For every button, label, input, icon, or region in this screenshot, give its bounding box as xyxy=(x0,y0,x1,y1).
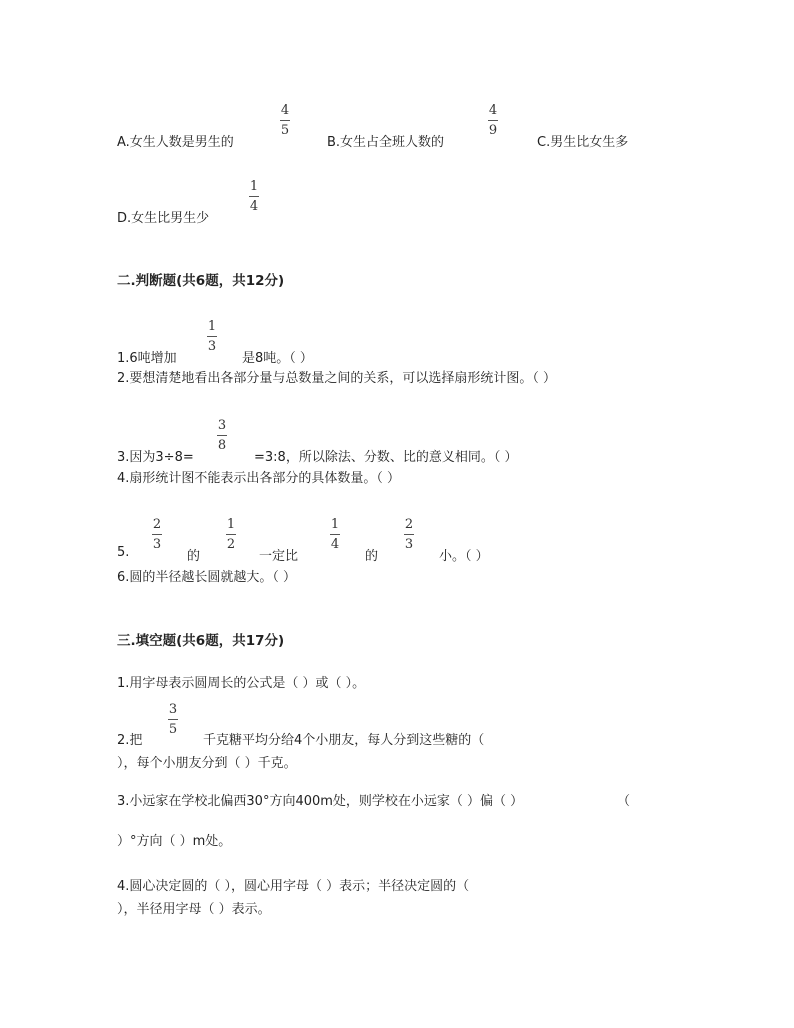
s2-q5-text-4: 小。（ ） xyxy=(439,549,489,564)
section3-heading: 三.填空题(共6题，共17分) xyxy=(117,633,285,649)
option-c-text: C.男生比女生多 xyxy=(537,135,629,150)
s2-q3-fraction xyxy=(217,419,227,452)
s2-q5-text-2: 一定比 xyxy=(259,549,299,564)
option-a-text: A.女生人数是男生的 xyxy=(117,135,234,150)
fraction-denominator: 9 xyxy=(488,123,498,138)
option-b-fraction xyxy=(488,104,498,137)
s2-q3-post: =3:8，所以除法、分数、比的意义相同。（ ） xyxy=(254,450,518,465)
s2-q1-pre: 1.6吨增加 xyxy=(117,351,177,366)
fraction-denominator: 3 xyxy=(404,537,414,552)
option-a-fraction xyxy=(280,104,290,137)
s3-q3-line2: ）°方向（ ）m处。 xyxy=(117,834,232,849)
s3-q4-line1: 4.圆心决定圆的（ ），圆心用字母（ ）表示；半径决定圆的（ xyxy=(117,879,470,894)
option-b-text: B.女生占全班人数的 xyxy=(327,135,445,150)
option-d-fraction xyxy=(249,180,259,213)
fraction-numerator: 2 xyxy=(404,517,414,532)
fraction-denominator: 3 xyxy=(152,537,162,552)
s2-q6: 6.圆的半径越长圆就越大。（ ） xyxy=(117,570,297,585)
s2-q5-fraction-1 xyxy=(152,518,162,551)
s3-q1: 1.用字母表示圆周长的公式是（ ）或（ ）。 xyxy=(117,676,366,691)
option-d-text: D.女生比男生少 xyxy=(117,211,210,226)
s3-q2-fraction xyxy=(168,703,178,736)
s2-q5-text-1: 的 xyxy=(187,549,201,564)
s2-q5-fraction-2 xyxy=(226,518,236,551)
fraction-numerator: 2 xyxy=(152,517,162,532)
fraction-numerator: 1 xyxy=(330,517,340,532)
fraction-numerator: 1 xyxy=(207,319,217,334)
fraction-denominator: 4 xyxy=(249,199,259,214)
fraction-denominator: 5 xyxy=(280,123,290,138)
fraction-numerator: 4 xyxy=(280,103,290,118)
s3-q2-line2: ），每个小朋友分到（ ）千克。 xyxy=(117,756,297,771)
s3-q2-post: 千克糖平均分给4个小朋友，每人分到这些糖的（ xyxy=(203,733,485,748)
s3-q4-line2: ），半径用字母（ ）表示。 xyxy=(117,902,271,917)
s2-q2: 2.要想清楚地看出各部分量与总数量之间的关系，可以选择扇形统计图。（ ） xyxy=(117,371,557,386)
s2-q4: 4.扇形统计图不能表示出各部分的具体数量。（ ） xyxy=(117,471,401,486)
section2-heading: 二.判断题(共6题，共12分) xyxy=(117,273,285,289)
s3-q2-pre: 2.把 xyxy=(117,733,143,748)
fraction-denominator: 2 xyxy=(226,537,236,552)
s2-q5-fraction-4 xyxy=(404,518,414,551)
fraction-numerator: 1 xyxy=(249,179,259,194)
fraction-numerator: 3 xyxy=(168,702,178,717)
fraction-numerator: 1 xyxy=(226,517,236,532)
fraction-numerator: 3 xyxy=(217,418,227,433)
fraction-denominator: 8 xyxy=(217,438,227,453)
s3-q3-tail: （ xyxy=(617,794,631,809)
fraction-numerator: 4 xyxy=(488,103,498,118)
s2-q1-post: 是8吨。（ ） xyxy=(242,351,313,366)
s2-q3-pre: 3.因为3÷8= xyxy=(117,450,194,465)
s2-q5-number: 5. xyxy=(117,545,130,560)
s2-q5-fraction-3 xyxy=(330,518,340,551)
s2-q5-text-3: 的 xyxy=(365,549,379,564)
fraction-denominator: 4 xyxy=(330,537,340,552)
fraction-denominator: 5 xyxy=(168,722,178,737)
s2-q1-fraction xyxy=(207,320,217,353)
fraction-denominator: 3 xyxy=(207,339,217,354)
s3-q3-line1: 3.小远家在学校北偏西30°方向400m处，则学校在小远家（ ）偏（ ） xyxy=(117,794,524,809)
